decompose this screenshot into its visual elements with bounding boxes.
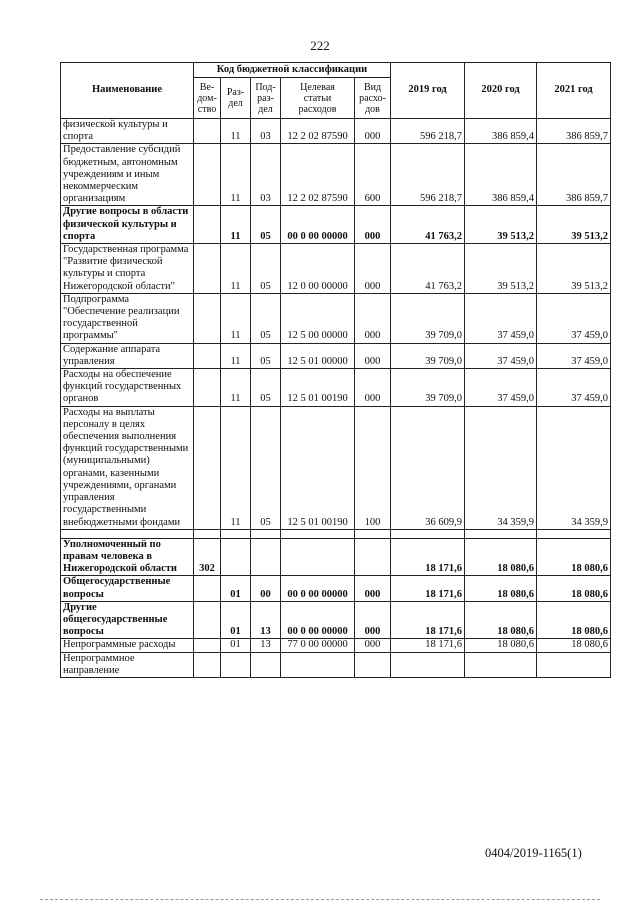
cell-vr: 000 [355,369,391,407]
cell-rz: 11 [221,369,251,407]
cell-y2021: 18 080,6 [537,538,611,576]
cell-y2021 [537,652,611,677]
cell-ved [194,206,221,244]
cell-cs: 12 5 01 00190 [281,369,355,407]
cell-rz: 01 [221,601,251,639]
cell-y2021: 18 080,6 [537,601,611,639]
cell-vr: 000 [355,119,391,144]
cell-vr: 000 [355,343,391,368]
cell-y2019: 39 709,0 [391,293,465,343]
cell-y2021: 39 513,2 [537,244,611,294]
col-header-kind: Вид расхо- дов [355,78,391,119]
table-row [61,293,611,343]
col-header-group: Код бюджетной классификации [194,63,391,78]
cell-name: Непрограммные расходы [61,639,194,652]
cell-cs: 00 0 00 00000 [281,576,355,601]
table-row [61,369,611,407]
cell-name: Государственная программа "Развитие физической культуры и спорта Нижегородской области" [61,244,194,294]
cell-rz: 11 [221,119,251,144]
cell-pr: 03 [251,144,281,206]
cell-cs: 12 2 02 87590 [281,119,355,144]
divider [40,899,600,900]
col-header-2019: 2019 год [391,63,465,119]
cell-vr: 000 [355,293,391,343]
cell-vr: 000 [355,206,391,244]
cell-y2021: 37 459,0 [537,369,611,407]
cell-pr: 05 [251,244,281,294]
cell-vr: 600 [355,144,391,206]
col-header-target: Целевая статьи расходов [281,78,355,119]
col-header-name: Наименование [61,63,194,119]
cell-y2019: 18 171,6 [391,576,465,601]
cell-y2020: 18 080,6 [465,576,537,601]
cell-cs: 77 0 00 00000 [281,639,355,652]
cell-ved [194,244,221,294]
cell-rz [221,538,251,576]
cell-name: Общегосударственные вопросы [61,576,194,601]
cell-y2020 [465,652,537,677]
cell-cs: 12 5 01 00190 [281,406,355,529]
table-row [61,576,611,601]
cell-name: физической культуры и спорта [61,119,194,144]
cell-rz: 01 [221,639,251,652]
table-row [61,244,611,294]
cell-name: Уполномоченный по правам человека в Нижегородской области [61,538,194,576]
cell-y2019: 596 218,7 [391,144,465,206]
col-header-podrazdel: Под- раз- дел [251,78,281,119]
table-row [61,601,611,639]
cell-pr: 13 [251,601,281,639]
cell-vr [355,652,391,677]
cell-pr: 05 [251,293,281,343]
cell-y2021: 18 080,6 [537,639,611,652]
cell-y2020: 18 080,6 [465,639,537,652]
cell-y2020: 18 080,6 [465,538,537,576]
cell-y2020: 39 513,2 [465,206,537,244]
cell-rz: 11 [221,206,251,244]
cell-ved [194,576,221,601]
cell-cs: 12 2 02 87590 [281,144,355,206]
col-header-vedomstvo: Ве- дом- ство [194,78,221,119]
cell-y2019 [391,652,465,677]
cell-vr: 100 [355,406,391,529]
cell-y2020: 37 459,0 [465,369,537,407]
cell-name: Другие вопросы в области физической культуры и спорта [61,206,194,244]
cell-y2020: 386 859,4 [465,119,537,144]
cell-y2019: 39 709,0 [391,369,465,407]
cell-rz: 11 [221,406,251,529]
cell-ved [194,406,221,529]
cell-rz: 11 [221,293,251,343]
cell-cs: 12 5 01 00000 [281,343,355,368]
cell-vr: 000 [355,576,391,601]
cell-pr: 13 [251,639,281,652]
table-row [61,206,611,244]
cell-vr: 000 [355,244,391,294]
cell-vr: 000 [355,639,391,652]
cell-y2019: 596 218,7 [391,119,465,144]
cell-y2019: 18 171,6 [391,639,465,652]
cell-y2020: 18 080,6 [465,601,537,639]
cell-y2019: 18 171,6 [391,538,465,576]
table-row [61,639,611,652]
cell-name: Предоставление субсидий бюджетным, автономным учреждениям и иным некоммерческим организациям [61,144,194,206]
cell-y2019: 41 763,2 [391,244,465,294]
cell-pr: 05 [251,343,281,368]
cell-y2021: 34 359,9 [537,406,611,529]
cell-name: Содержание аппарата управления [61,343,194,368]
page-number: 222 [310,38,330,53]
cell-vr [355,538,391,576]
table-body [61,119,611,678]
cell-ved [194,601,221,639]
cell-name: Расходы на обеспечение функций государственных органов [61,369,194,407]
document-code: 0404/2019-1165(1) [485,846,582,860]
cell-ved [194,652,221,677]
cell-y2020: 37 459,0 [465,343,537,368]
cell-y2021: 37 459,0 [537,293,611,343]
cell-name: Непрограммное направление [61,652,194,677]
cell-y2020: 386 859,4 [465,144,537,206]
cell-rz: 11 [221,144,251,206]
cell-cs [281,652,355,677]
table-row [61,144,611,206]
cell-rz: 11 [221,244,251,294]
cell-name: Другие общегосударственные вопросы [61,601,194,639]
cell-y2019: 41 763,2 [391,206,465,244]
cell-pr [251,538,281,576]
col-header-2020: 2020 год [465,63,537,119]
cell-pr [251,652,281,677]
cell-ved [194,119,221,144]
cell-pr: 05 [251,206,281,244]
cell-rz [221,652,251,677]
cell-y2021: 386 859,7 [537,119,611,144]
spacer-row [61,529,611,538]
cell-pr: 00 [251,576,281,601]
cell-y2021: 37 459,0 [537,343,611,368]
cell-y2021: 386 859,7 [537,144,611,206]
cell-vr: 000 [355,601,391,639]
cell-cs [281,538,355,576]
cell-name: Подпрограмма "Обеспечение реализации государственной программы" [61,293,194,343]
cell-ved [194,369,221,407]
cell-pr: 05 [251,369,281,407]
col-header-razdel: Раз- дел [221,78,251,119]
cell-ved [194,144,221,206]
budget-table [60,62,611,678]
cell-y2021: 39 513,2 [537,206,611,244]
cell-y2019: 36 609,9 [391,406,465,529]
cell-cs: 00 0 00 00000 [281,601,355,639]
cell-y2020: 37 459,0 [465,293,537,343]
table-row [61,652,611,677]
cell-ved [194,343,221,368]
cell-rz: 01 [221,576,251,601]
cell-y2020: 34 359,9 [465,406,537,529]
cell-cs: 12 5 00 00000 [281,293,355,343]
cell-pr: 05 [251,406,281,529]
table-row [61,343,611,368]
table-row [61,119,611,144]
cell-y2019: 18 171,6 [391,601,465,639]
table-row [61,538,611,576]
cell-pr: 03 [251,119,281,144]
cell-ved: 302 [194,538,221,576]
cell-ved [194,639,221,652]
cell-y2019: 39 709,0 [391,343,465,368]
cell-cs: 00 0 00 00000 [281,206,355,244]
cell-y2021: 18 080,6 [537,576,611,601]
cell-name: Расходы на выплаты персоналу в целях обеспечения выполнения функций государственными (муниципальными) органами, казенными учреждениями, органами управления государственными внебюджетными фондами [61,406,194,529]
cell-ved [194,293,221,343]
table-row [61,406,611,529]
cell-rz: 11 [221,343,251,368]
cell-y2020: 39 513,2 [465,244,537,294]
cell-cs: 12 0 00 00000 [281,244,355,294]
col-header-2021: 2021 год [537,63,611,119]
